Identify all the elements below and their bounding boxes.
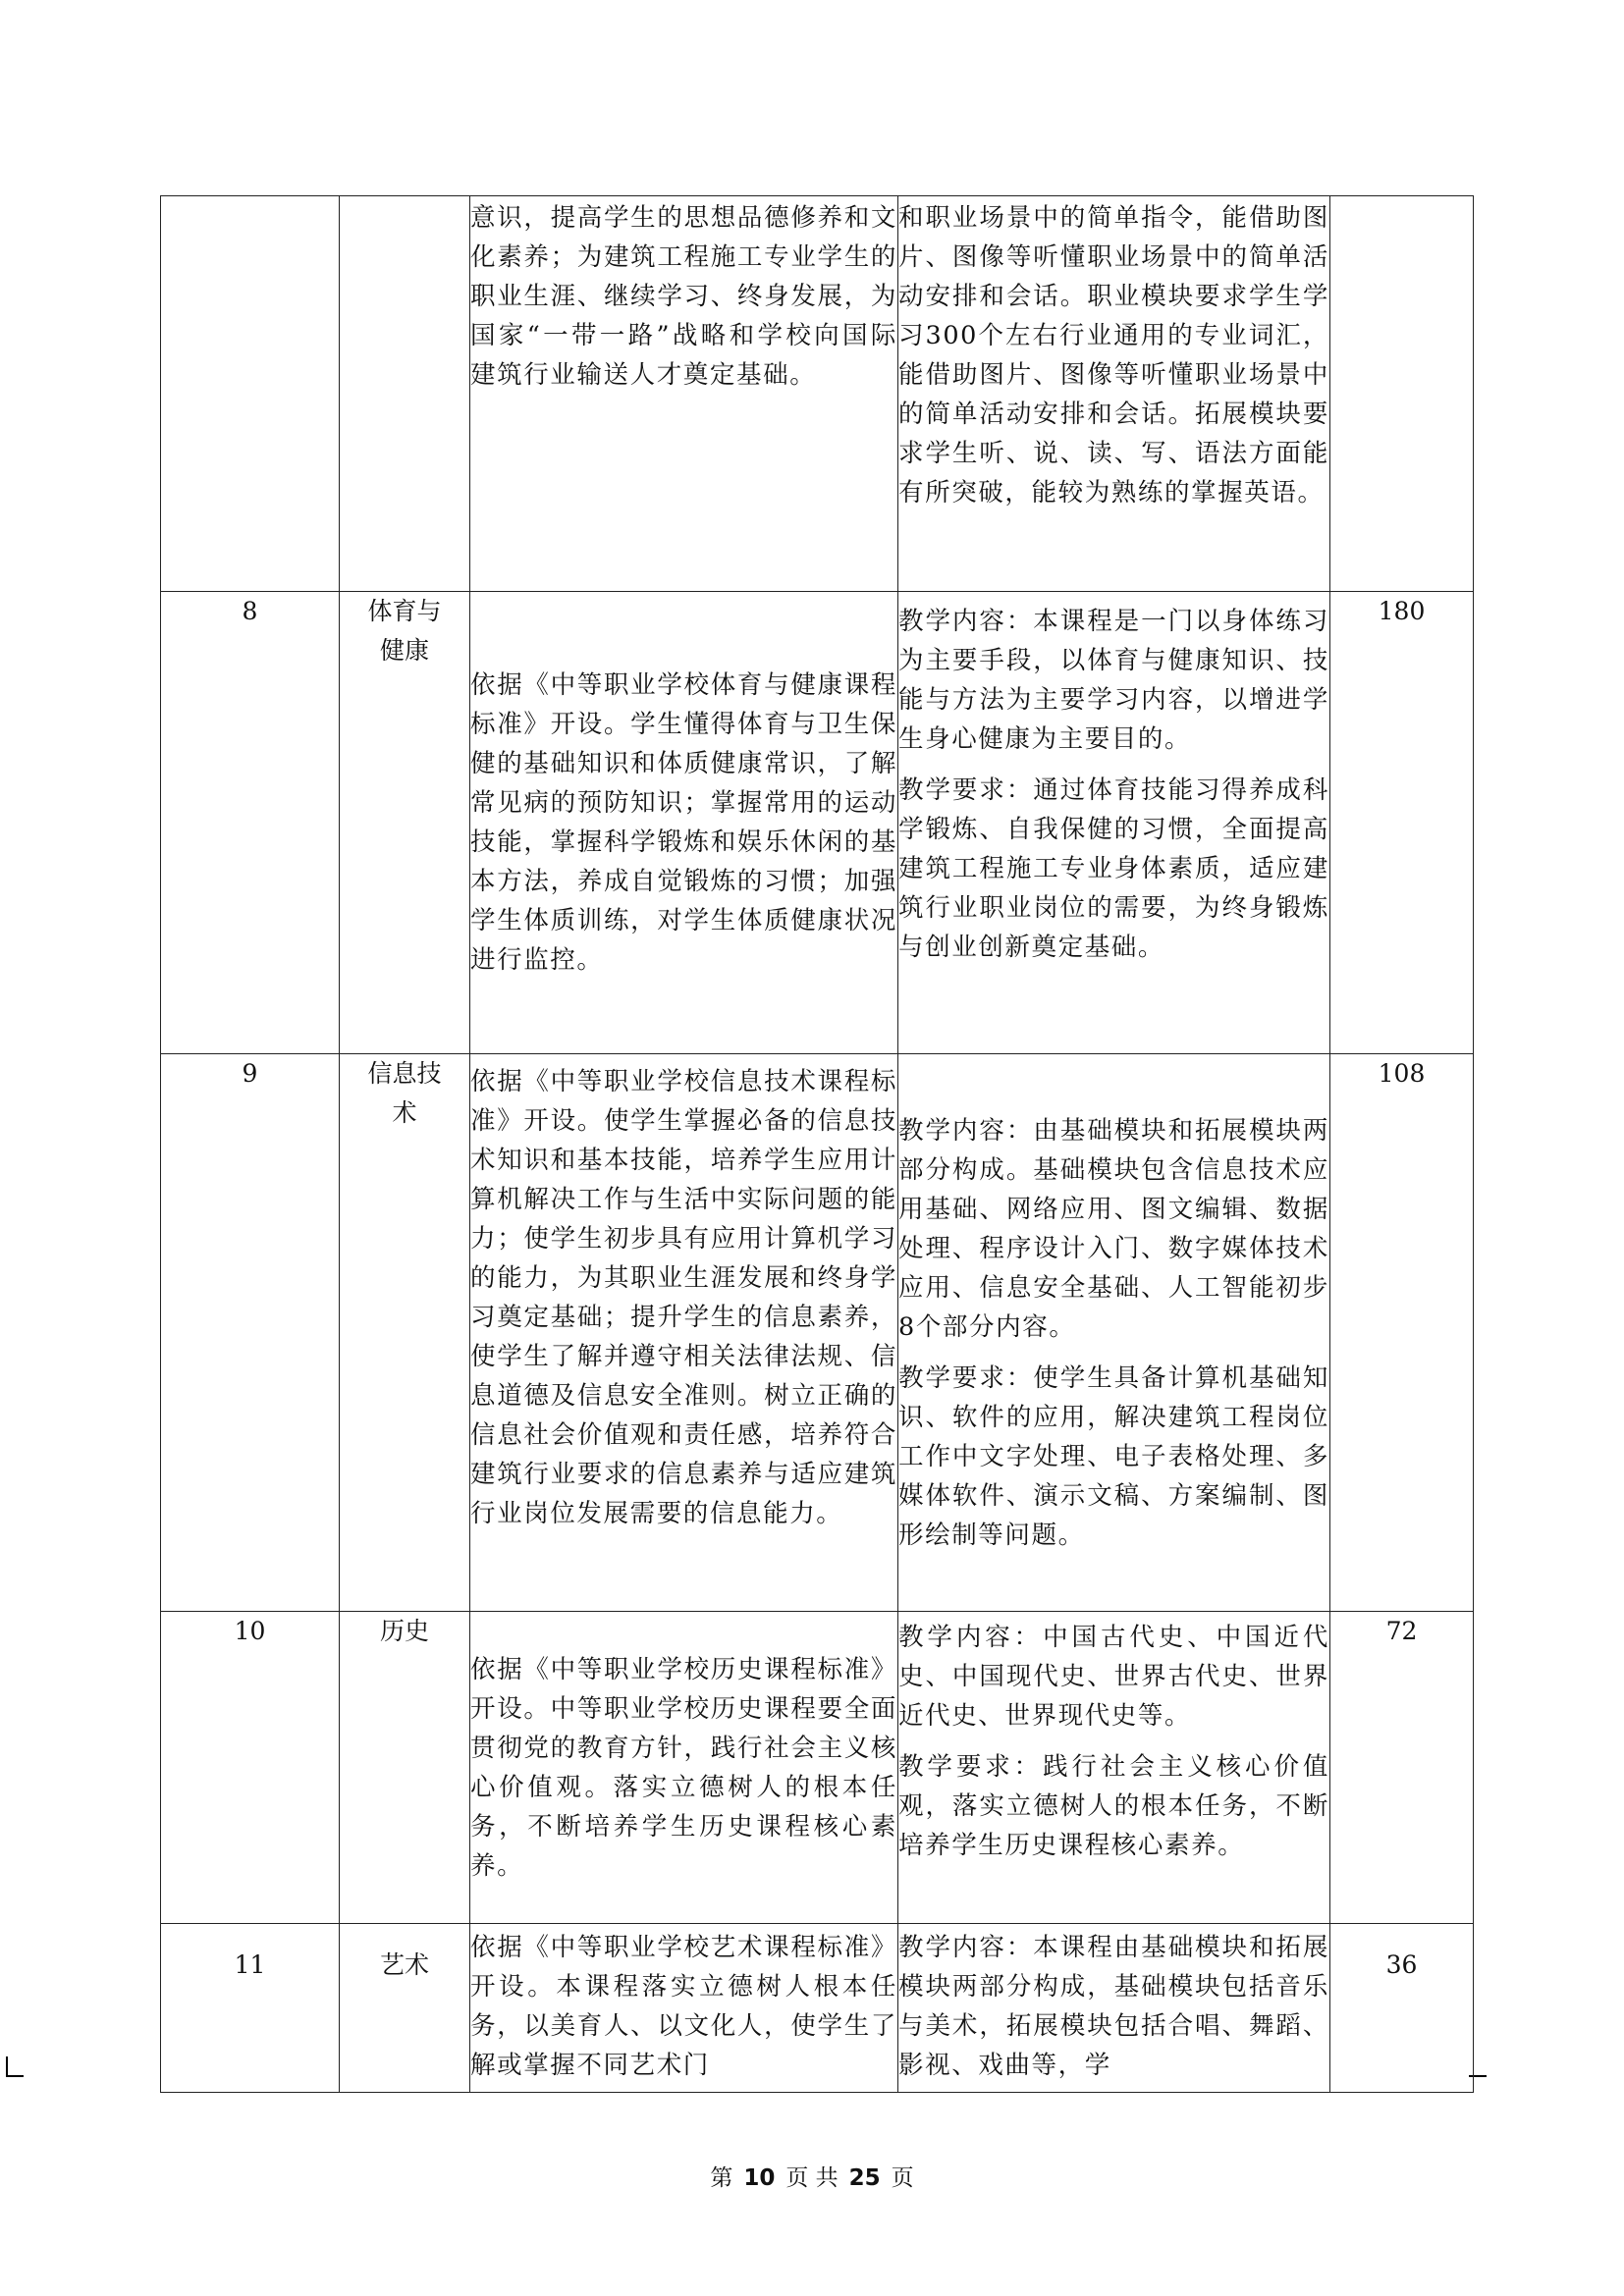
course-content <box>898 1924 1330 2093</box>
page-footer <box>0 2163 1624 2193</box>
course-hours: 72 <box>1330 1612 1474 1924</box>
content-text: 教学内容：本课程由基础模块和拓展模块两部分构成，基础模块包括音乐与美术，拓展模块包括合唱、舞蹈、影视、戏曲等，学 <box>898 1933 1329 2080</box>
course-content <box>898 1054 1330 1612</box>
course-hours <box>1330 196 1474 592</box>
course-number: 9 <box>161 1054 340 1612</box>
course-description <box>470 1054 898 1612</box>
course-hours: 36 <box>1330 1924 1474 2093</box>
table-row <box>161 592 1474 1054</box>
course-hours: 180 <box>1330 592 1474 1054</box>
current-page-number: 10 <box>743 2165 776 2191</box>
description-text: 依据《中等职业学校体育与健康课程标准》开设。学生懂得体育与卫生保健的基础知识和体质健康常识，了解常见病的预防知识；掌握常用的运动技能，掌握科学锻炼和娱乐休闲的基本方法，养成自觉锻炼的习惯；加强学生体质训练，对学生体质健康状况进行监控。 <box>470 670 897 975</box>
course-name-text: 体育与健康 <box>367 597 442 665</box>
course-number: 11 <box>161 1924 340 2093</box>
course-description <box>470 196 898 592</box>
course-number: 8 <box>161 592 340 1054</box>
course-name <box>340 196 470 592</box>
course-content <box>898 592 1330 1054</box>
course-description <box>470 592 898 1054</box>
course-name <box>340 592 470 1054</box>
crop-mark-left-horizontal <box>6 2075 24 2077</box>
description-text: 意识，提高学生的思想品德修养和文化素养；为建筑工程施工专业学生的职业生涯、继续学习、终身发展，为国家“一带一路”战略和学校向国际建筑行业输送人才奠定基础。 <box>470 203 897 390</box>
course-number <box>161 196 340 592</box>
footer-prefix: 第 <box>710 2165 733 2191</box>
requirement-text: 教学要求：践行社会主义核心价值观，落实立德树人的根本任务，不断培养学生历史课程核心素养。 <box>898 1752 1329 1860</box>
table-row <box>161 1054 1474 1612</box>
description-text: 依据《中等职业学校历史课程标准》开设。中等职业学校历史课程要全面贯彻党的教育方针，践行社会主义核心价值观。落实立德树人的根本任务，不断培养学生历史课程核心素养。 <box>470 1654 897 1881</box>
table-row <box>161 1612 1474 1924</box>
requirement-text: 教学要求：通过体育技能习得养成科学锻炼、自我保健的习惯，全面提高建筑工程施工专业身体素质，适应建筑行业职业岗位的需要，为终身锻炼与创业创新奠定基础。 <box>898 775 1329 962</box>
course-table <box>160 195 1474 2093</box>
description-text: 依据《中等职业学校艺术课程标准》开设。本课程落实立德树人根本任务，以美育人、以文化人，使学生了解或掌握不同艺术门 <box>470 1933 897 2080</box>
content-text: 教学内容：本课程是一门以身体练习为主要手段，以体育与健康知识、技能与方法为主要学习内容，以增进学生身心健康为主要目的。 <box>898 607 1329 754</box>
content-text: 教学内容：由基础模块和拓展模块两部分构成。基础模块包含信息技术应用基础、网络应用、图文编辑、数据处理、程序设计入门、数字媒体技术应用、信息安全基础、人工智能初步8个部分内容。 <box>898 1115 1329 1342</box>
course-name: 艺术 <box>340 1924 470 2093</box>
footer-middle: 页 共 <box>785 2165 839 2191</box>
content-text: 教学内容：中国古代史、中国近代史、中国现代史、世界古代史、世界近代史、世界现代史等。 <box>898 1623 1329 1731</box>
course-name <box>340 1054 470 1612</box>
footer-suffix: 页 <box>891 2165 914 2191</box>
content-text: 和职业场景中的简单指令，能借助图片、图像等听懂职业场景中的简单活动安排和会话。职业模块要求学生学习300个左右行业通用的专业词汇，能借助图片、图像等听懂职业场景中的简单活动安排和会话。拓展模块要求学生听、说、读、写、语法方面能有所突破，能较为熟练的掌握英语。 <box>898 203 1329 507</box>
requirement-text: 教学要求：使学生具备计算机基础知识、软件的应用，解决建筑工程岗位工作中文字处理、电子表格处理、多媒体软件、演示文稿、方案编制、图形绘制等问题。 <box>898 1362 1329 1550</box>
course-content <box>898 196 1330 592</box>
crop-mark-left-vertical <box>6 2056 8 2076</box>
table-row <box>161 1924 1474 2093</box>
course-name-text: 信息技术 <box>367 1059 442 1127</box>
total-pages-number: 25 <box>848 2165 881 2191</box>
table-row <box>161 196 1474 592</box>
description-text: 依据《中等职业学校信息技术课程标准》开设。使学生掌握必备的信息技术知识和基本技能，培养学生应用计算机解决工作与生活中实际问题的能力；使学生初步具有应用计算机学习的能力，为其职业生涯发展和终身学习奠定基础；提升学生的信息素养，使学生了解并遵守相关法律法规、信息道德及信息安全准则。树立正确的信息社会价值观和责任感，培养符合建筑行业要求的信息素养与适应建筑行业岗位发展需要的信息能力。 <box>470 1067 897 1528</box>
course-description <box>470 1924 898 2093</box>
course-name: 历史 <box>340 1612 470 1924</box>
course-hours: 108 <box>1330 1054 1474 1612</box>
course-content <box>898 1612 1330 1924</box>
course-description <box>470 1612 898 1924</box>
course-number: 10 <box>161 1612 340 1924</box>
